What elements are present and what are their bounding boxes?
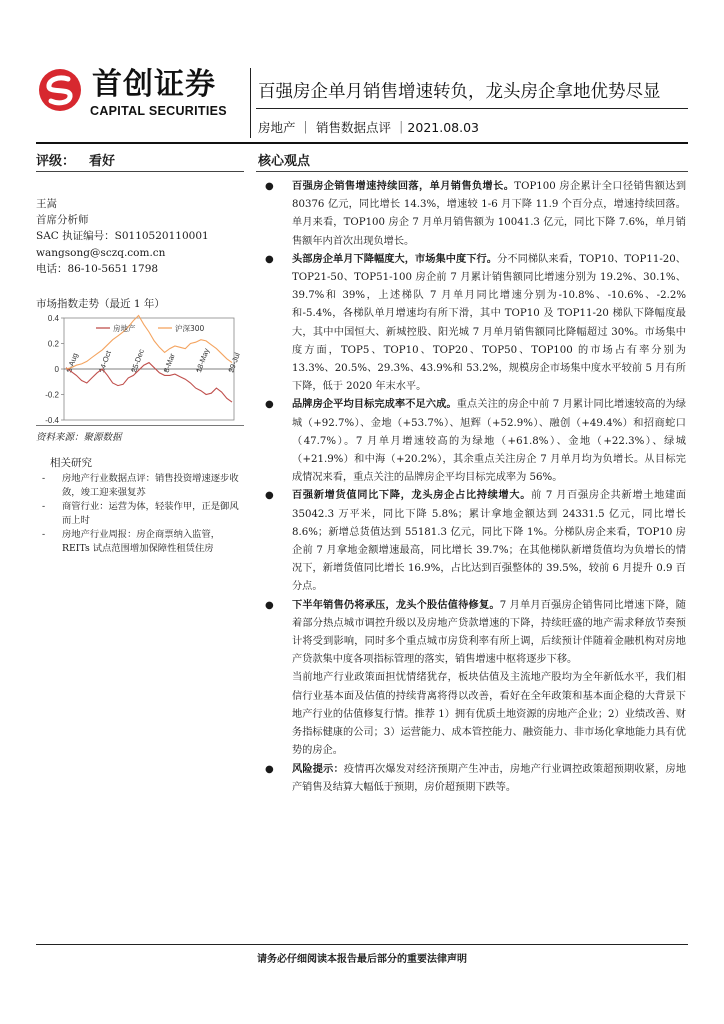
core-point-lead: 下半年销售仍将承压，龙头个股估值待修复。 bbox=[292, 599, 500, 611]
footer-rule bbox=[36, 944, 688, 945]
legal-disclaimer: 请务必仔细阅读本报告最后部分的重要法律声明 bbox=[257, 954, 467, 965]
market-index-chart bbox=[34, 312, 240, 426]
core-point-text: 7 月单月百强房企销售同比增速下降，随着部分热点城市调控升级以及房地产贷款增速的下降，持续旺盛的地产需求释放节奏预计将受到影响，同时多个重点城市房贷利率有所上调，后续预计伴随着金融机构对房地产贷款集中度各项指标管理的落实，销售增速中枢将逐步下移。 bbox=[292, 599, 686, 666]
related-research-item[interactable]: - 房地产行业周报：房企商票纳入监管，REITs 试点范围增加保障性租赁住房 bbox=[42, 529, 221, 554]
core-point bbox=[262, 487, 686, 596]
core-point-lead: 风险提示： bbox=[292, 763, 344, 775]
related-research-item[interactable]: - 房地产行业数据点评：销售投资增速逐步收敛，竣工迎来强复苏 bbox=[42, 473, 239, 498]
chart-rule bbox=[36, 425, 244, 426]
bullet-icon: ● bbox=[265, 599, 274, 611]
core-point bbox=[262, 178, 686, 251]
x-tick-label: 18-May bbox=[194, 347, 212, 374]
report-title: 百强房企单月销售增速转负，龙头房企拿地优势尽显 bbox=[258, 82, 661, 102]
core-views-content bbox=[262, 178, 686, 797]
chart-source: 资料来源：聚源数据 bbox=[36, 432, 122, 443]
core-point bbox=[262, 597, 686, 670]
y-tick-label: -0.2 bbox=[45, 390, 59, 400]
core-paragraph: 当前地产行业政策面担忧情绪犹存，板块估值及主流地产股均为全年新低水平，我们相信行业基本面及估值的持续背离将得以改善，看好在全年政策和基本面企稳的大背景下地产行业的估值修复行情。推荐 1）拥有优质土地资源的房地产企业；2）业绩改善、财务指标健康的公司；3）运营能力、成本管控能力、融资能力、非市场化拿地能力具有优势的房企。 bbox=[292, 672, 686, 757]
logo-name-en: CAPITAL SECURITIES bbox=[90, 104, 227, 118]
related-research-title: 相关研究 bbox=[50, 457, 92, 469]
bullet-icon: ● bbox=[265, 763, 274, 775]
core-views-title: 核心观点 bbox=[258, 154, 311, 169]
header-rule bbox=[36, 142, 688, 144]
core-point-text: 疫情再次爆发对经济预期产生冲击，房地产行业调控政策超预期收紧，房地产销售及结算大幅低于预期，房价超预期下跌等。 bbox=[292, 763, 687, 793]
y-tick-label: 0.4 bbox=[47, 314, 59, 323]
rating-label: 评级： bbox=[36, 154, 76, 169]
core-point-text: 重点关注的房企中前 7 月累计同比增速较高的为绿城（+92.7%）、金地（+53.7%）、旭辉（+52.9%）、融创（+49.4%）和招商蛇口（47.7%）。7 月单月增速较高的为绿地（+61.8%）、金地（+22.3%）、绿城（+21.9%）和中海（+20.2%），其余重点关注房企 7 月单月均为负增长。从目标完成情况来看，重点关注的品牌房企平均目标完成率为 56%。 bbox=[292, 399, 686, 484]
bullet-icon: ● bbox=[265, 253, 274, 265]
legend-label: 房地产 bbox=[113, 324, 136, 333]
core-point-lead: 百强房企销售增速持续回落，单月销售负增长。 bbox=[292, 181, 515, 192]
core-point-text: 分不同梯队来看，TOP10、TOP11-20、TOP21-50、TOP51-100 房企前 7 月累计销售额同比增速分别为 19.2%、30.1%、39.7%和 39%，上述梯队 7 月单月同比增速分别为-10.8%、-10.6%、-2.2%和-5.4%，各梯队单月增速均有所下滑，其中 TOP10 及 TOP11-20 梯队下降幅度最大，其中中国恒大、新城控股、阳光城 7 月单月销售额同比降幅超过 30%。市场集中度方面，TOP5、TOP10、TOP20、TOP50、TOP100 的市场占有率分别为 13.3%、20.5%、29.3%、43.9%和 53.2%，规模房企市场集中度水平较前 5 月有所下降，低于 2020 年末水平。 bbox=[292, 253, 686, 393]
x-tick-label: 8-Mar bbox=[161, 352, 177, 374]
analyst-name: 王嵩 bbox=[36, 198, 57, 210]
dash-icon: - bbox=[42, 529, 46, 540]
y-tick-label: 0.2 bbox=[47, 339, 59, 349]
logo-name-cn: 首创证券 bbox=[92, 67, 216, 102]
analyst-email[interactable]: wangsong@sczq.com.cn bbox=[36, 246, 166, 259]
dash-icon: - bbox=[42, 501, 46, 512]
core-point-lead: 品牌房企平均目标完成率不足六成。 bbox=[292, 399, 457, 411]
bullet-icon: ● bbox=[265, 399, 274, 411]
bullet-icon: ● bbox=[265, 181, 274, 192]
related-research-item[interactable]: - 商管行业：运营为体，轻装作甲，正是御风而上时 bbox=[42, 501, 239, 526]
chart-title: 市场指数走势（最近 1 年） bbox=[36, 298, 165, 310]
header-divider bbox=[250, 68, 251, 138]
rating-rule bbox=[36, 171, 244, 172]
analyst-sac: SAC 执证编号：S0110520110001 bbox=[36, 230, 209, 243]
core-point bbox=[262, 251, 686, 397]
core-point bbox=[262, 396, 686, 487]
capital-securities-logo-icon bbox=[38, 68, 82, 112]
legend-label: 沪深300 bbox=[175, 324, 205, 333]
y-tick-label: -0.4 bbox=[45, 416, 59, 425]
rating bbox=[36, 150, 115, 169]
rating-value: 看好 bbox=[89, 154, 116, 169]
core-point-risk bbox=[262, 761, 686, 797]
core-views-rule bbox=[256, 171, 688, 172]
core-point-lead: 百强新增货值同比下降，龙头房企占比持续增大。 bbox=[292, 490, 532, 502]
x-tick-label: 14-Oct bbox=[96, 349, 113, 374]
series-line-0 bbox=[66, 363, 232, 403]
x-tick-label: 25-Dec bbox=[129, 347, 146, 374]
bullet-icon: ● bbox=[265, 490, 274, 502]
related-research-list bbox=[36, 472, 246, 556]
x-tick-label: 29-Jul bbox=[226, 351, 242, 374]
core-point-text: 前 7 月百强房企共新增土地建面 35042.3 万平米，同比下降 5.8%；累计拿地金额达到 24331.5 亿元，同比增长 8.6%；新增总货值达到 55181.3 亿元，同比下降 1%。分梯队房企来看，TOP10 房企前 7 月拿地金额增速最高，同比增长 39.7%；在其他梯队新增货值均为负增长的情况下，新增货值同比增长 16.9%，占比达到百强整体的 39.5%，较前 6 月提升 0.9 百分点。 bbox=[292, 490, 686, 593]
core-point-text: TOP100 房企累计全口径销售额达到 80376 亿元，同比增长 14.3%，增速较 1-6 月下降 11.9 个百分点，增速持续回落。单月来看，TOP100 房企 7 月单月销售额为 10041.3 亿元，同比下降 7.6%，单月销售额年内首次出现负增长。 bbox=[292, 181, 687, 247]
y-tick-label: 0 bbox=[54, 365, 59, 374]
dash-icon: - bbox=[42, 473, 46, 484]
core-point-lead: 头部房企单月下降幅度大，市场集中度下行。 bbox=[292, 253, 498, 265]
company-logo bbox=[38, 66, 240, 126]
report-subtitle: 房地产 ｜ 销售数据点评 ｜2021.08.03 bbox=[258, 120, 479, 135]
title-rule bbox=[256, 108, 688, 109]
analyst-phone: 电话：86-10-5651 1798 bbox=[36, 262, 159, 275]
x-tick-label: 3-Aug bbox=[64, 351, 80, 374]
analyst-role: 首席分析师 bbox=[36, 214, 89, 227]
analyst-info bbox=[36, 196, 209, 277]
